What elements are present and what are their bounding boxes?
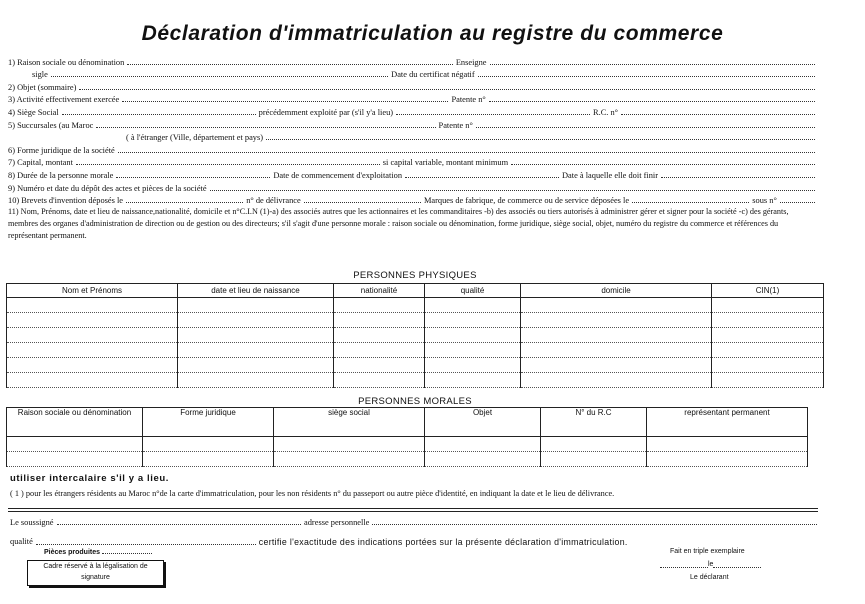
header-nationalite: nationalité xyxy=(334,284,425,298)
label-etranger: ( à l'étranger (Ville, département et pays) xyxy=(126,133,264,143)
line-9 xyxy=(8,180,818,193)
label-duree: 8) Durée de la personne morale xyxy=(8,170,114,180)
label-delivrance: n° de délivrance xyxy=(246,196,301,206)
field-adresse[interactable] xyxy=(372,518,817,525)
label-raison-sociale: 1) Raison sociale ou dénomination xyxy=(8,57,125,67)
label-qualite: qualité xyxy=(10,537,33,546)
table-personnes-morales xyxy=(6,407,808,467)
legalisation-box: Cadre réservé à la légalisation de signature xyxy=(27,560,164,586)
field-duree[interactable] xyxy=(116,177,270,178)
divider xyxy=(8,508,818,509)
table-row[interactable] xyxy=(7,358,824,373)
label-capital-variable: si capital variable, montant minimum xyxy=(382,158,509,168)
divider xyxy=(8,511,818,512)
field-date-commencement[interactable] xyxy=(405,177,559,178)
field-patente-succ[interactable] xyxy=(476,127,815,128)
field-delivrance[interactable] xyxy=(304,202,421,203)
field-date[interactable] xyxy=(713,561,761,568)
table-row[interactable] xyxy=(7,373,824,388)
field-date-fin[interactable] xyxy=(661,177,815,178)
le-declarant: Le déclarant xyxy=(690,574,729,581)
field-qualite[interactable] xyxy=(36,537,256,545)
line-5 xyxy=(8,117,818,130)
field-sous-n[interactable] xyxy=(780,202,815,203)
line-10 xyxy=(8,193,818,206)
table-row[interactable] xyxy=(7,437,808,452)
label-precedemment: précédemment exploité par (s'il y'a lieu) xyxy=(258,107,394,117)
paragraph-11: 11) Nom, Prénoms, date et lieu de naissance,nationalité, domicile et n°C.I.N (1)-a) des associés autres que les actionnaires et les commanditaires -b) des associés ou tiers autorisés à administrer gérer et signer pour la société -c) des gérants, membres des organes d'administration de direction ou de gestion ou des directeurs; s'il s'agit d'une personne morale : raison sociale ou dénomination, forme juridique, siège social, objet, numéro du registre du commerce et références du représentant permanent. xyxy=(8,207,789,241)
header-representant: représentant permanent xyxy=(647,408,808,437)
line-qualite xyxy=(10,537,820,547)
label-siege: 4) Siège Social xyxy=(8,107,59,117)
line-5b xyxy=(8,130,818,143)
label-capital: 7) Capital, montant xyxy=(8,158,73,168)
header-objet: Objet xyxy=(425,408,541,437)
table-row[interactable] xyxy=(7,328,824,343)
line-soussigne xyxy=(10,518,820,527)
field-forme-juridique[interactable] xyxy=(118,152,815,153)
label-patente-succ: Patente n° xyxy=(438,120,473,130)
field-precedemment[interactable] xyxy=(396,114,590,115)
field-siege[interactable] xyxy=(62,114,256,115)
label-date-certificat: Date du certificat négatif xyxy=(391,70,475,80)
label-forme-juridique: 6) Forme juridique de la société xyxy=(8,145,115,155)
label-pieces: Pièces produites xyxy=(44,549,101,556)
field-date-certificat[interactable] xyxy=(478,76,815,77)
field-capital[interactable] xyxy=(76,164,380,165)
table-header-row xyxy=(7,408,808,437)
label-sous-n: sous n° xyxy=(752,196,777,206)
line-4 xyxy=(8,104,818,117)
field-pieces[interactable] xyxy=(102,553,152,554)
field-enseigne[interactable] xyxy=(490,64,816,65)
line-1 xyxy=(8,54,818,67)
field-raison-sociale[interactable] xyxy=(127,64,453,65)
section-title-morales: PERSONNES MORALES xyxy=(358,396,472,407)
label-rc: R.C. n° xyxy=(593,107,619,117)
table-row[interactable] xyxy=(7,313,824,328)
field-brevets[interactable] xyxy=(126,202,243,203)
field-marques[interactable] xyxy=(632,202,749,203)
label-date-fin: Date à laquelle elle doit finir xyxy=(562,170,659,180)
table-header-row xyxy=(7,284,824,298)
line-2 xyxy=(8,79,818,92)
label-le: le xyxy=(708,561,714,568)
line-1b xyxy=(8,67,818,80)
field-patente[interactable] xyxy=(489,101,815,102)
section-title-physiques: PERSONNES PHYSIQUES xyxy=(353,270,477,281)
label-activite: 3) Activité effectivement exercée xyxy=(8,95,120,105)
line-6 xyxy=(8,142,818,155)
line-7 xyxy=(8,155,818,168)
label-adresse: adresse personnelle xyxy=(304,518,370,527)
intercalaire-note: utiliser intercalaire s'il y a lieu. xyxy=(10,473,170,484)
header-siege-social: siège social xyxy=(274,408,425,437)
fait-en-triple: Fait en triple exemplaire xyxy=(670,548,745,555)
header-forme-juridique: Forme juridique xyxy=(143,408,274,437)
field-soussigne[interactable] xyxy=(57,518,302,525)
line-le xyxy=(660,561,761,568)
field-sigle[interactable] xyxy=(51,76,388,77)
field-depot[interactable] xyxy=(210,190,815,191)
header-raison-sociale: Raison sociale ou dénomination xyxy=(7,408,143,437)
label-enseigne: Enseigne xyxy=(455,57,487,67)
form-title: Déclaration d'immatriculation au registre du commerce xyxy=(141,22,724,45)
line-3 xyxy=(8,92,818,105)
label-date-commencement: Date de commencement d'exploitation xyxy=(273,170,403,180)
field-objet[interactable] xyxy=(79,89,815,90)
table-row[interactable] xyxy=(7,343,824,358)
label-objet: 2) Objet (sommaire) xyxy=(8,82,77,92)
table-row[interactable] xyxy=(7,298,824,313)
field-lieu[interactable] xyxy=(660,561,708,568)
label-marques: Marques de fabrique, de commerce ou de service déposées le xyxy=(423,196,630,206)
label-patente: Patente n° xyxy=(451,95,486,105)
table-personnes-physiques xyxy=(6,283,824,388)
label-brevets: 10) Brevets d'invention déposés le xyxy=(8,196,124,206)
field-rc[interactable] xyxy=(621,114,815,115)
line-8 xyxy=(8,167,818,180)
field-capital-variable[interactable] xyxy=(511,164,815,165)
label-depot: 9) Numéro et date du dépôt des actes et pièces de la société xyxy=(8,183,207,193)
field-activite[interactable] xyxy=(122,101,448,102)
certification-text: certifie l'exactitude des indications portées sur la présente déclaration d'immatriculation. xyxy=(258,537,628,547)
label-soussigne: Le soussigné xyxy=(10,518,54,527)
footnote-1: ( 1 ) pour les étrangers résidents au Maroc n°de la carte d'immatriculation, pour les non résidents n° du passeport ou autre pièce d'identité, en indiquant la date et le lieu de délivrance. xyxy=(10,489,615,498)
field-succursales[interactable] xyxy=(96,127,435,128)
header-nom: Nom et Prénoms xyxy=(7,284,178,298)
table-row[interactable] xyxy=(7,452,808,467)
header-cin: CIN(1) xyxy=(712,284,824,298)
header-qualite: qualité xyxy=(425,284,521,298)
field-etranger[interactable] xyxy=(266,139,815,140)
header-naissance: date et lieu de naissance xyxy=(178,284,334,298)
header-rc: N° du R.C xyxy=(541,408,647,437)
header-domicile: domicile xyxy=(521,284,712,298)
form-fields xyxy=(8,54,818,242)
label-succursales: 5) Succursales (au Maroc xyxy=(8,120,94,130)
pieces-produites xyxy=(44,549,152,556)
label-sigle: sigle xyxy=(32,70,48,80)
